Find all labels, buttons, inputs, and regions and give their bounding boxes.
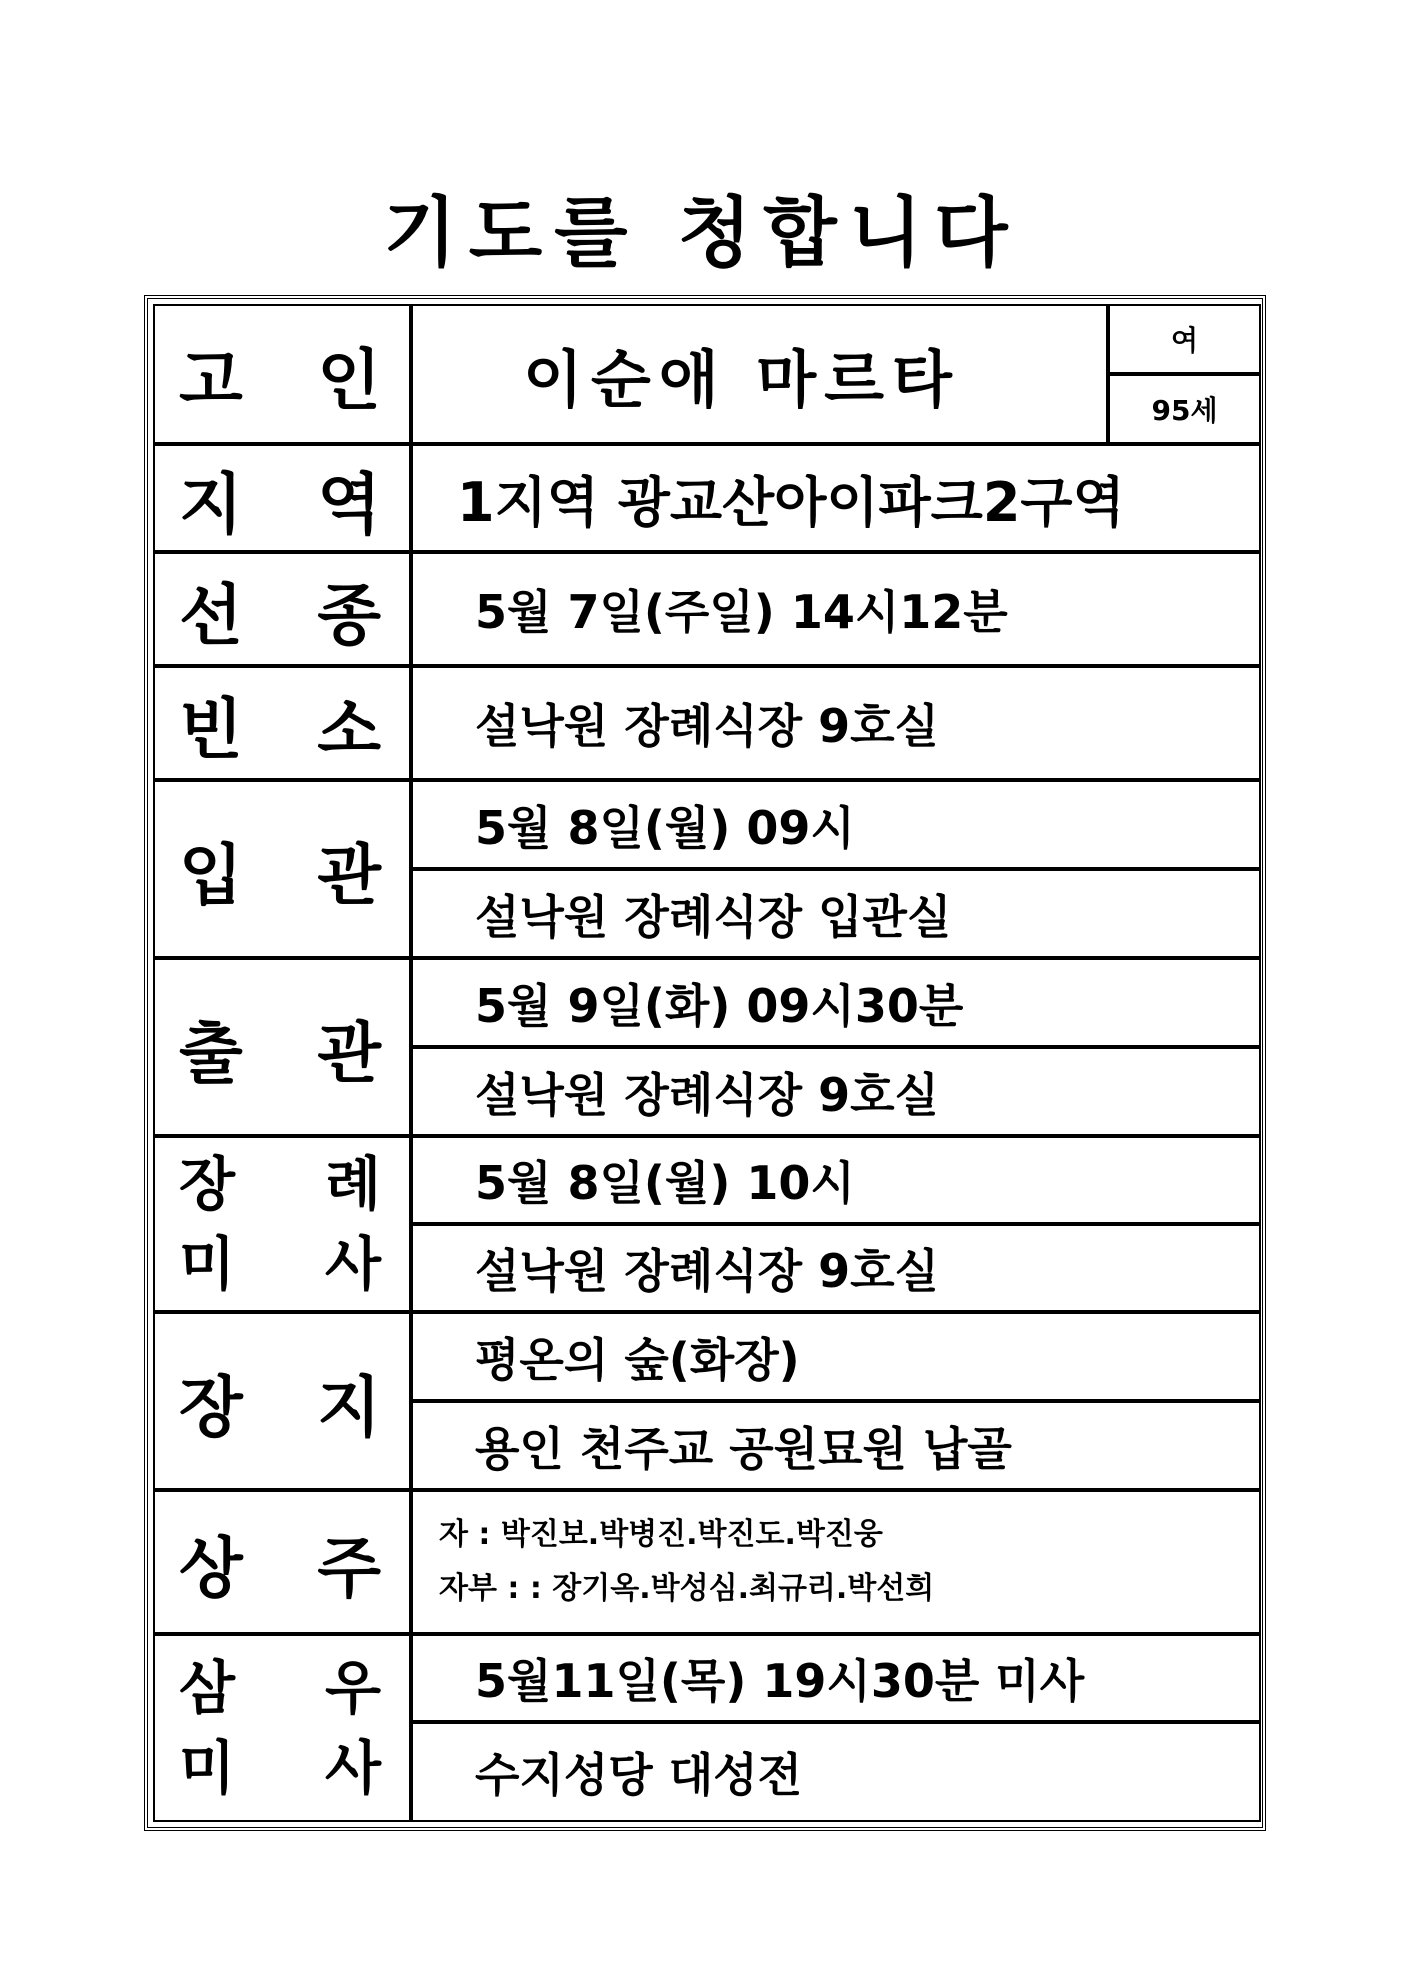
label-char: 삼 [179,1654,236,1722]
label-char: 종 [317,576,381,654]
departure-place: 설낙원 장례식장 9호실 [411,1047,1261,1136]
label-char: 장 [179,1368,243,1446]
label-char: 상 [179,1529,243,1607]
label-chief-mourners [153,1490,411,1634]
label-char: 장 [179,1150,236,1218]
deceased-sex: 여 [1108,304,1261,374]
label-char: 사 [324,1230,381,1298]
label-char: 선 [179,576,243,654]
label-char: 빈 [179,690,243,768]
label-burial [153,1312,411,1490]
label-char: 인 [317,341,381,419]
sons-line: 자 : 박진보.박병진.박진도.박진웅 [439,1517,883,1552]
label-memorial-mass [153,1634,411,1822]
label-char: 미 [179,1230,236,1298]
label-char: 지 [317,1368,381,1446]
label-char: 출 [179,1014,243,1092]
label-char: 례 [324,1150,381,1218]
encoffining-place: 설낙원 장례식장 입관실 [411,869,1261,958]
label-char: 사 [324,1734,381,1802]
deceased-age: 95세 [1108,374,1261,444]
burial-line2: 용인 천주교 공원묘원 납골 [411,1401,1261,1490]
chief-mourners-list [411,1490,1261,1634]
funeral-mass-time: 5월 8일(월) 10시 [411,1136,1261,1224]
deceased-name: 이순애 마르타 [411,304,1108,444]
obituary-table [144,295,1266,1831]
label-char: 주 [317,1529,381,1607]
label-mortuary [153,666,411,780]
departure-time: 5월 9일(화) 09시30분 [411,958,1261,1047]
burial-line1: 평온의 숲(화장) [411,1312,1261,1401]
label-region [153,444,411,552]
memorial-mass-time: 5월11일(목) 19시30분 미사 [411,1634,1261,1722]
funeral-mass-place: 설낙원 장례식장 9호실 [411,1224,1261,1312]
label-char: 관 [317,1014,381,1092]
label-funeral-mass [153,1136,411,1312]
label-char: 관 [317,836,381,914]
region-value: 1지역 광교산아이파크2구역 [411,444,1261,552]
label-departure [153,958,411,1136]
label-death [153,552,411,666]
encoffining-time: 5월 8일(월) 09시 [411,780,1261,869]
mortuary-value: 설낙원 장례식장 9호실 [411,666,1261,780]
label-char: 소 [317,690,381,768]
label-char: 지 [179,465,243,543]
label-char: 고 [179,341,243,419]
death-value: 5월 7일(주일) 14시12분 [411,552,1261,666]
label-encoffining [153,780,411,958]
daughters-in-law-line: 자부 : : 장기옥.박성심.최규리.박선희 [439,1571,935,1606]
label-char: 미 [179,1734,236,1802]
label-char: 입 [179,836,243,914]
memorial-mass-place: 수지성당 대성전 [411,1722,1261,1822]
page-title: 기도를 청합니다 [383,188,1020,277]
label-deceased [153,304,411,444]
label-char: 우 [324,1654,381,1722]
label-char: 역 [317,465,381,543]
